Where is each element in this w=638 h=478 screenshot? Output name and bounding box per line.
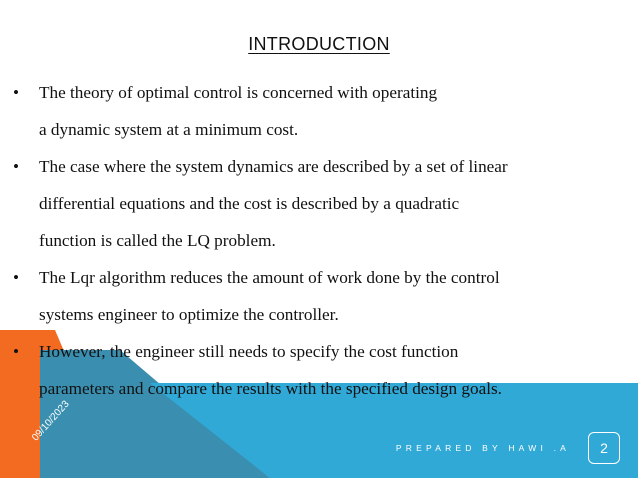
bullet-text-line: differential equations and the cost is described by a quadratic — [39, 194, 460, 213]
bullet-item — [12, 148, 624, 259]
bullet-marker: • — [13, 342, 20, 361]
bullet-item — [12, 333, 624, 407]
page-number-box — [588, 432, 620, 464]
bullet-text-line: systems engineer to optimize the controller. — [39, 305, 339, 324]
bullet-text-line: However, the engineer still needs to specify the cost function — [39, 342, 459, 361]
bullet-item — [12, 74, 624, 148]
bullet-text-line: parameters and compare the results with the specified design goals. — [39, 379, 502, 398]
page-number: 2 — [600, 440, 608, 456]
footer-author: PREPARED BY HAWI .A — [395, 443, 570, 453]
bullet-marker: • — [13, 83, 20, 102]
bullet-text-line: a dynamic system at a minimum cost. — [39, 120, 299, 139]
bullet-marker: • — [13, 157, 20, 176]
bullet-text-line: The case where the system dynamics are described by a set of linear — [39, 157, 508, 176]
bullet-marker: • — [13, 268, 20, 287]
bullet-text-line: The theory of optimal control is concerned with operating — [39, 83, 438, 102]
slide-title: INTRODUCTION — [248, 34, 390, 54]
bullet-text-line: function is called the LQ problem. — [39, 231, 276, 250]
bullet-text-line: The Lqr algorithm reduces the amount of work done by the control — [39, 268, 500, 287]
slide-date: 09/10/2023 — [30, 398, 72, 444]
bullet-list — [12, 74, 624, 407]
bullet-item — [12, 259, 624, 333]
